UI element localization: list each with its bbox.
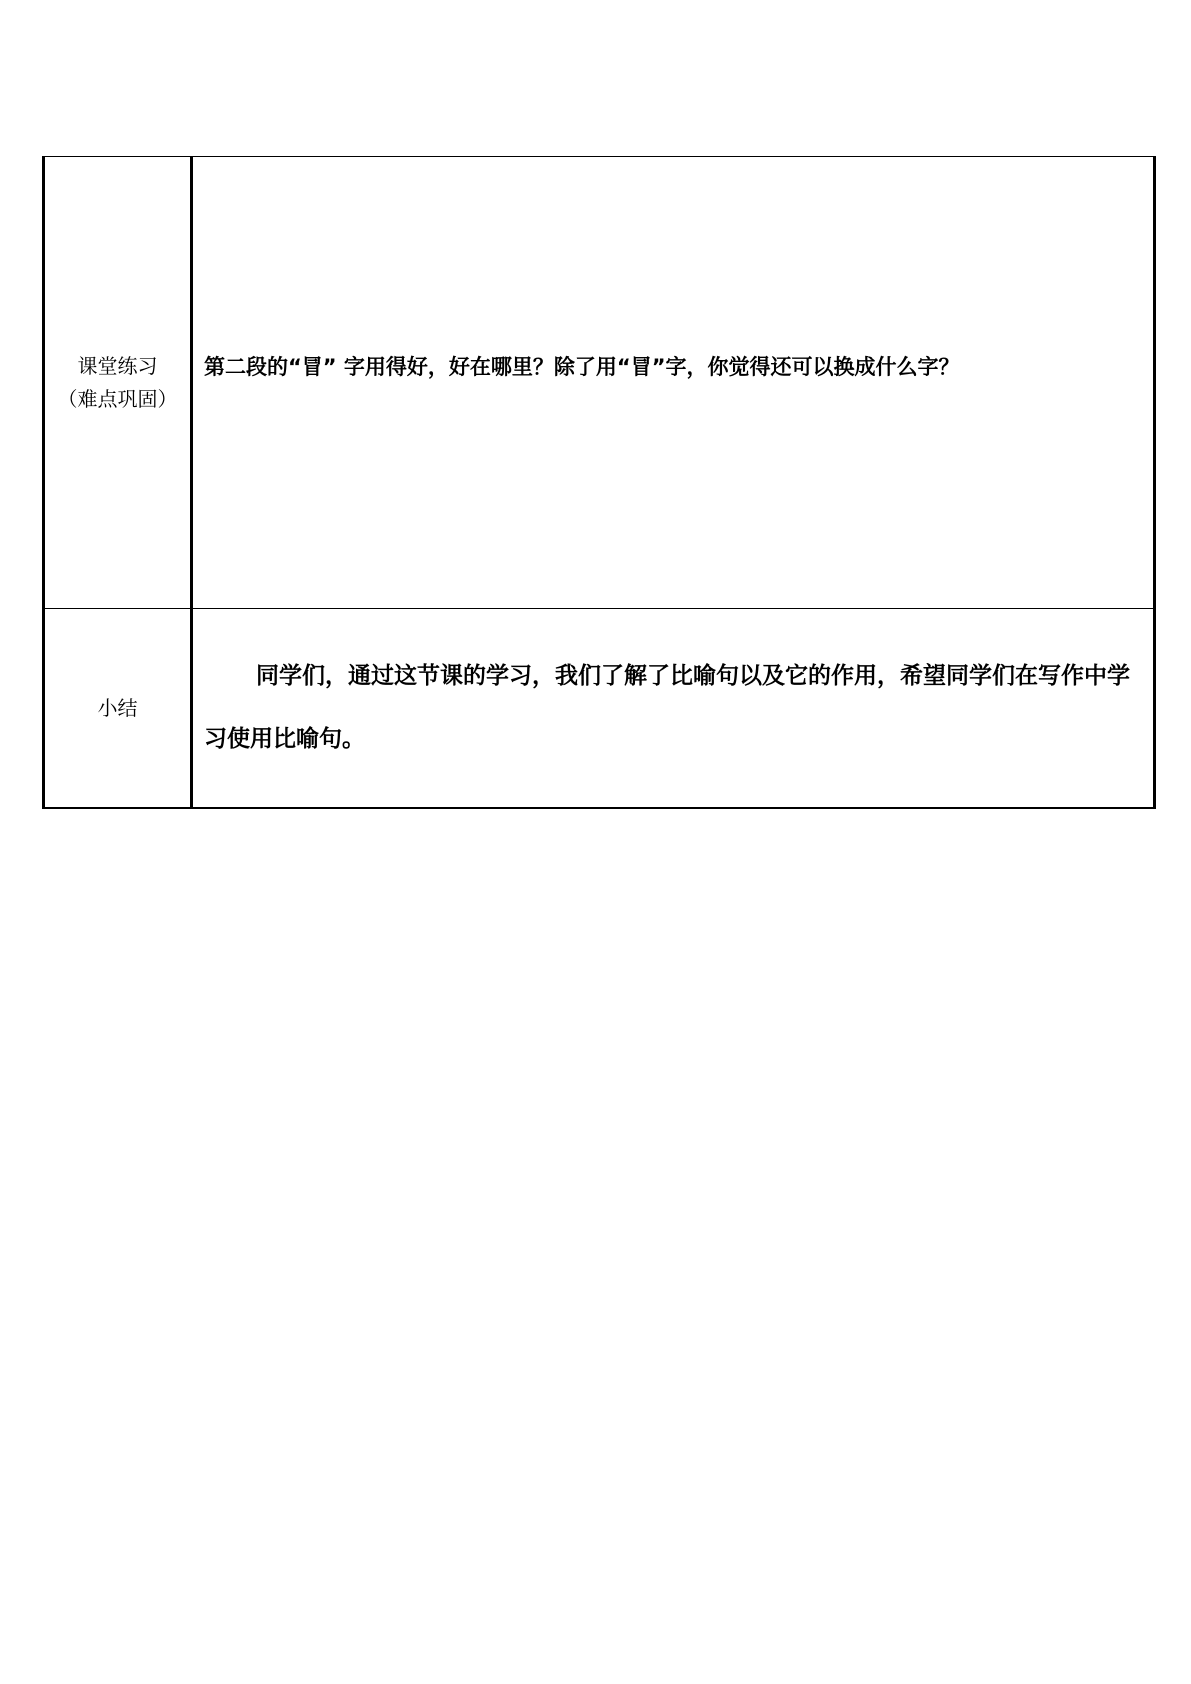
- label-title: 小结: [97, 695, 138, 720]
- label-subtitle: （难点巩固）: [57, 386, 178, 411]
- exercise-question-text: 第二段的“冒” 字用得好，好在哪里？除了用“冒”字，你觉得还可以换成什么字？: [204, 354, 960, 379]
- lesson-plan-table: [42, 156, 1156, 809]
- row-label-classroom-exercise: [44, 157, 192, 609]
- table-row-summary: [44, 609, 1155, 809]
- summary-paragraph: 同学们，通过这节课的学习，我们了解了比喻句以及它的作用，希望同学们在写作中学习使用比喻句。: [204, 663, 1130, 752]
- label-title: 课堂练习: [77, 353, 158, 378]
- table-row-classroom-exercise: [44, 157, 1155, 609]
- row-content-summary: [192, 609, 1155, 809]
- row-content-classroom-exercise: [192, 157, 1155, 609]
- row-label-summary: [44, 609, 192, 809]
